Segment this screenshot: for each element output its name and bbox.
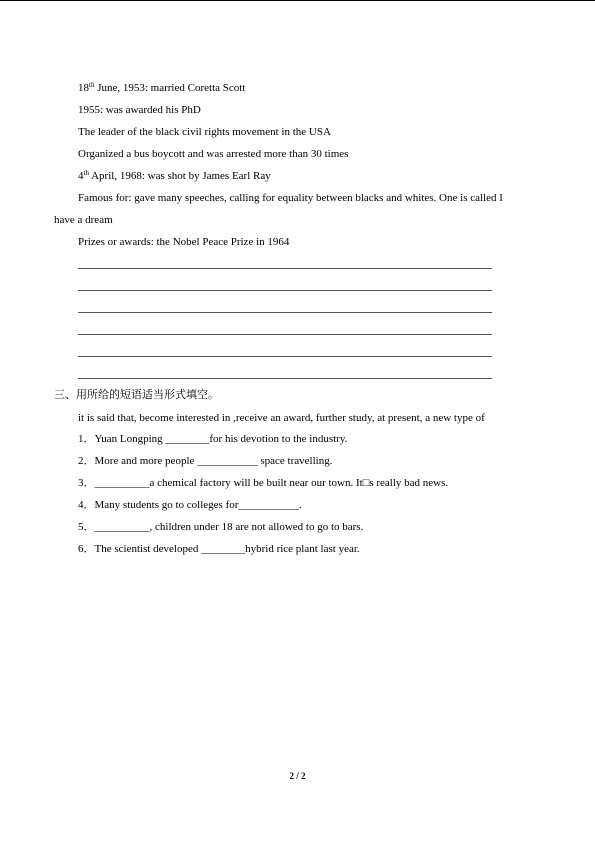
writing-line [78,378,492,379]
section-heading: 三、用所给的短语适当形式填空。 [54,389,219,401]
timeline-famous: Famous for: gave many speeches, calling for equality between blacks and whites. One is called I [78,192,503,204]
exercise-item: 1．Yuan Longping ________for his devotion to the industry. [78,433,348,445]
timeline-boycott: Organized a bus boycott and was arrested more than 30 times [78,148,349,160]
writing-line [78,312,492,313]
writing-line [78,268,492,269]
exercise-item: 3．__________a chemical factory will be built near our town. It□s really bad news. [78,477,449,489]
exercise-item: 4．Many students go to colleges for___________. [78,499,302,511]
exercise-item: 6．The scientist developed ________hybrid rice plant last year. [78,543,360,555]
writing-line [78,356,492,357]
writing-line [78,334,492,335]
timeline-prizes: Prizes or awards: the Nobel Peace Prize in 1964 [78,236,290,248]
exercise-item: 5．__________, children under 18 are not allowed to go to bars. [78,521,364,533]
timeline-leader: The leader of the black civil rights movement in the USA [78,126,331,138]
page-number: 2 / 2 [289,771,306,781]
timeline-phd: 1955: was awarded his PhD [78,104,201,116]
timeline-shot: 4th April, 1968: was shot by James Earl Ray [78,169,271,182]
timeline-marriage: 18th June, 1953: married Coretta Scott [78,81,246,94]
writing-line [78,290,492,291]
phrase-bank: it is said that, become interested in ,receive an award, further study, at present, a new type of [78,412,485,424]
timeline-famous-continued: have a dream [54,214,113,226]
exercise-item: 2．More and more people ___________ space travelling. [78,455,333,467]
top-border [0,0,595,1]
